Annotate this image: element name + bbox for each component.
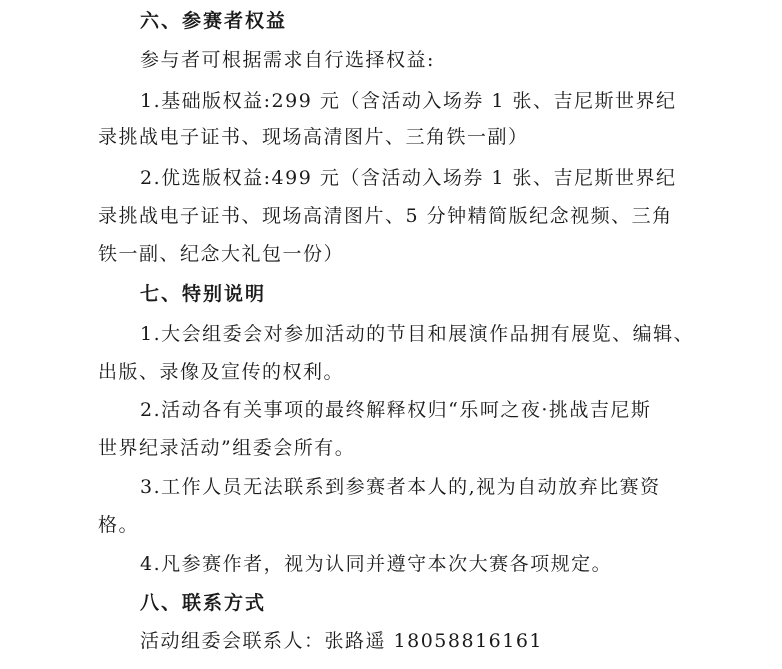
section-7-item-1-line-1: 1.大会组委会对参加活动的节目和展演作品拥有展览、编辑、 (140, 323, 695, 345)
section-6-item-1-line-1: 1.基础版权益:299 元（含活动入场券 1 张、吉尼斯世界纪 (140, 90, 677, 112)
section-6-intro: 参与者可根据需求自行选择权益: (140, 49, 435, 71)
section-6-item-2-line-1: 2.优选版权益:499 元（含活动入场券 1 张、吉尼斯世界纪 (140, 167, 677, 189)
section-7-item-4: 4.凡参赛作者，视为认同并遵守本次大赛各项规定。 (140, 553, 613, 575)
section-7-item-3-line-1: 3.工作人员无法联系到参赛者本人的,视为自动放弃比赛资 (140, 476, 661, 498)
section-6-item-1-line-2: 录挑战电子证书、现场高清图片、三角铁一副） (98, 126, 529, 148)
contact-line: 活动组委会联系人：张路遥 18058816161 (140, 630, 544, 652)
section-7-heading: 七、特别说明 (140, 283, 267, 305)
section-7-item-2-line-1: 2.活动各有关事项的最终解释权归“乐呵之夜·挑战吉尼斯 (140, 399, 652, 421)
section-7-item-1-line-2: 出版、录像及宣传的权利。 (98, 361, 345, 383)
section-6-heading: 六、参赛者权益 (140, 10, 288, 32)
section-6-item-2-line-2: 录挑战电子证书、现场高清图片、5 分钟精简版纪念视频、三角 (98, 205, 673, 227)
section-7-item-2-line-2: 世界纪录活动”组委会所有。 (98, 437, 356, 459)
section-8-heading: 八、联系方式 (140, 592, 267, 614)
section-6-item-2-line-3: 铁一副、纪念大礼包一份） (98, 243, 345, 265)
section-7-item-3-line-2: 格。 (98, 514, 140, 536)
